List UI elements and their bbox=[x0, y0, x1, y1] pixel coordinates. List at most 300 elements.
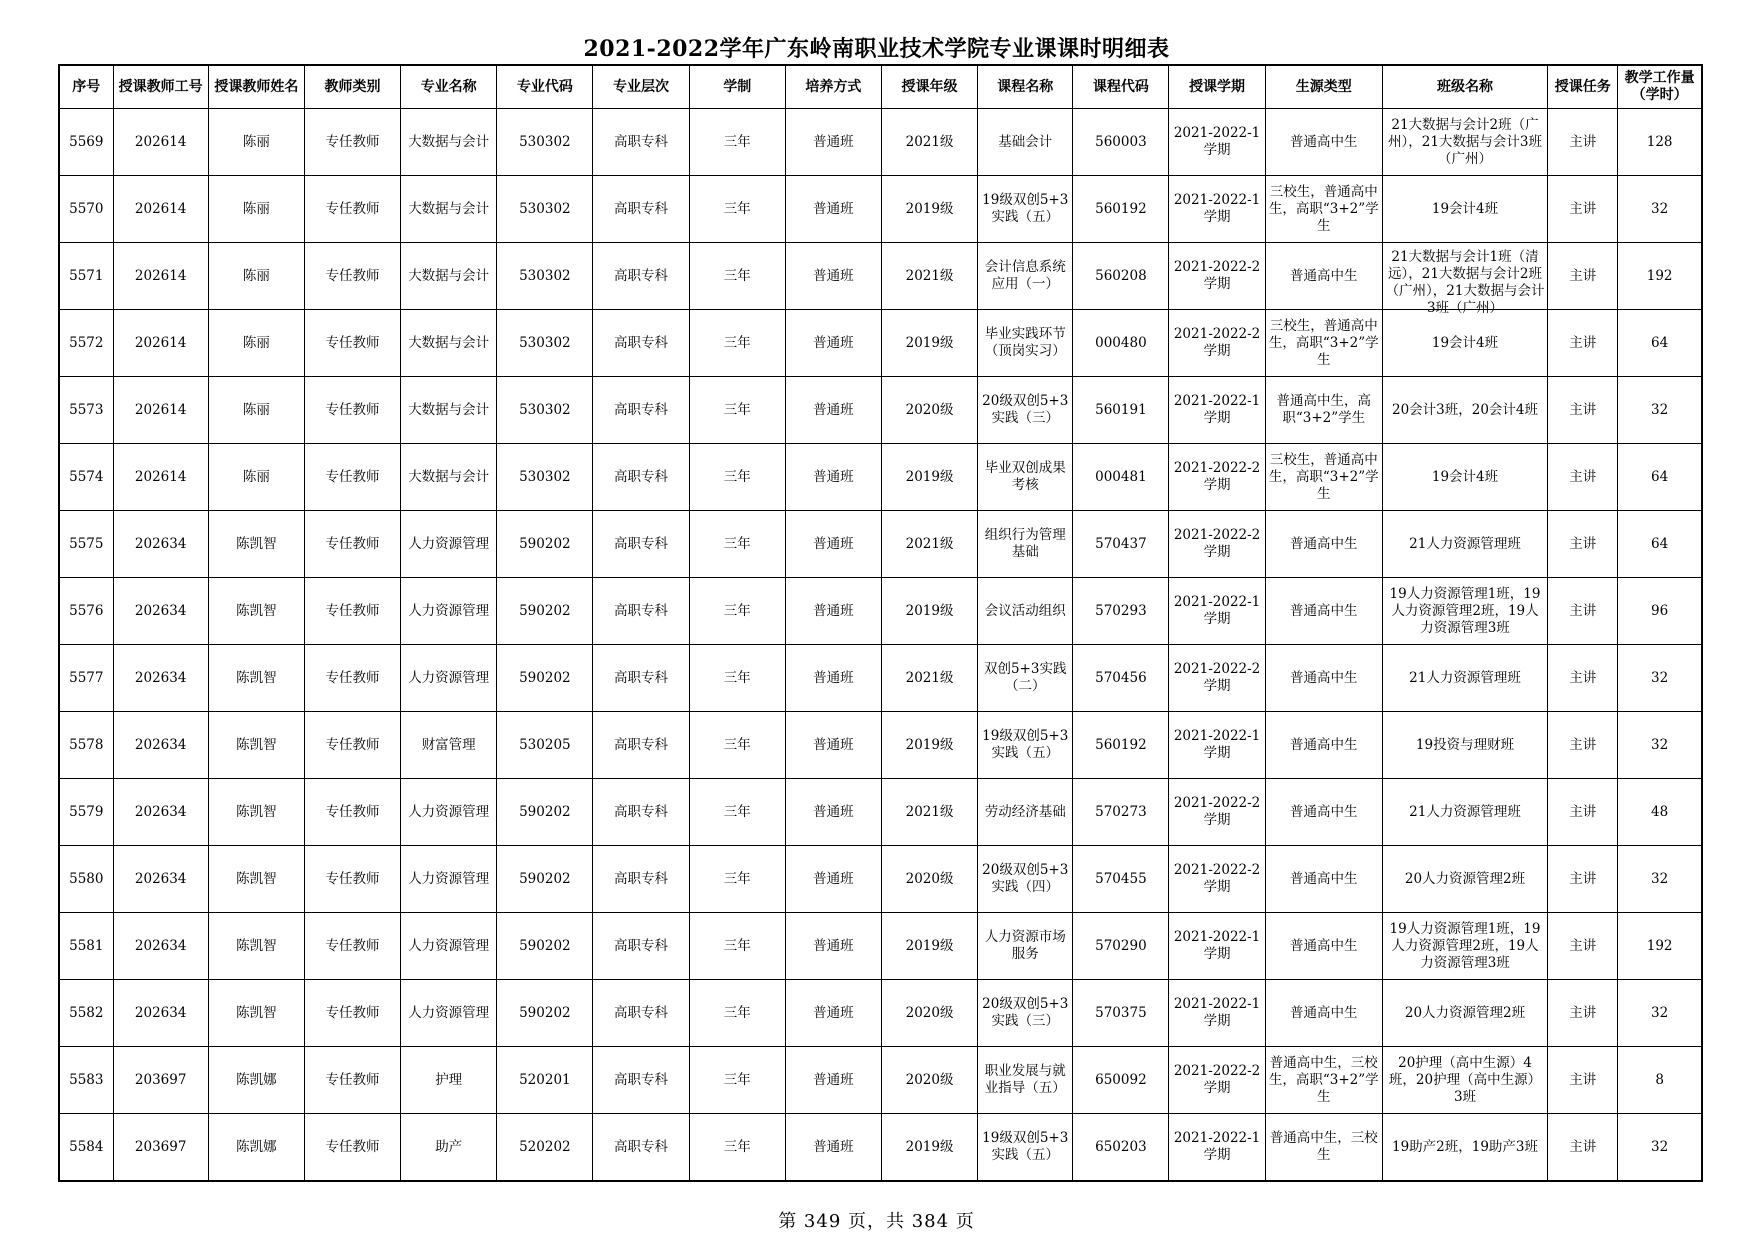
table-cell bbox=[208, 444, 304, 511]
cell-text: 570437 bbox=[1095, 535, 1147, 552]
cell-text: 人力资源管理 bbox=[408, 602, 490, 619]
table-cell bbox=[1265, 377, 1382, 444]
cell-text: 48 bbox=[1651, 803, 1669, 820]
cell-text: 202614 bbox=[134, 200, 187, 217]
table-cell bbox=[785, 980, 881, 1047]
cell-text: 普通班 bbox=[813, 937, 854, 954]
cell-text: 8 bbox=[1655, 1071, 1664, 1088]
cell-text: 32 bbox=[1651, 870, 1669, 887]
table-cell bbox=[59, 310, 113, 377]
cell-text: 202614 bbox=[134, 133, 187, 150]
cell-text: 570456 bbox=[1095, 669, 1147, 686]
cell-text: 主讲 bbox=[1569, 267, 1597, 284]
table-cell bbox=[1548, 578, 1618, 645]
cell-text: 高职专科 bbox=[614, 1004, 669, 1021]
cell-text: 三年 bbox=[723, 669, 751, 686]
cell-text: 三年 bbox=[723, 602, 751, 619]
cell-text: 570375 bbox=[1095, 1004, 1147, 1021]
cell-text: 护理 bbox=[435, 1071, 463, 1088]
cell-text: 大数据与会计 bbox=[408, 334, 490, 351]
table-cell bbox=[1073, 645, 1169, 712]
cell-text: 202634 bbox=[134, 870, 187, 887]
table-cell bbox=[1548, 779, 1618, 846]
cell-text: 202634 bbox=[134, 1004, 187, 1021]
column-header: 专业名称 bbox=[401, 65, 497, 109]
column-header: 教学工作量（学时） bbox=[1618, 65, 1702, 109]
table-cell bbox=[497, 779, 593, 846]
table-cell bbox=[1265, 645, 1382, 712]
table-cell bbox=[1548, 712, 1618, 779]
cell-text: 三年 bbox=[723, 803, 751, 820]
table-cell bbox=[304, 712, 400, 779]
cell-text: 202634 bbox=[134, 736, 187, 753]
cell-text: 大数据与会计 bbox=[408, 401, 490, 418]
cell-text: 96 bbox=[1651, 602, 1669, 619]
table-cell bbox=[1382, 310, 1547, 377]
table-cell bbox=[497, 109, 593, 176]
cell-text: 人力资源管理 bbox=[408, 937, 490, 954]
cell-text: 高职专科 bbox=[614, 803, 669, 820]
table-cell bbox=[304, 109, 400, 176]
table-cell bbox=[113, 310, 208, 377]
table-cell bbox=[59, 846, 113, 913]
cell-text: 2021-2022-1学期 bbox=[1173, 125, 1261, 158]
cell-text: 5578 bbox=[69, 736, 104, 753]
cell-text: 劳动经济基础 bbox=[984, 803, 1066, 820]
cell-text: 203697 bbox=[134, 1071, 187, 1088]
table-row bbox=[59, 444, 1702, 511]
table-cell bbox=[208, 913, 304, 980]
table-cell bbox=[208, 846, 304, 913]
table-cell bbox=[1073, 444, 1169, 511]
column-header: 授课年级 bbox=[881, 65, 977, 109]
cell-text: 2021-2022-2学期 bbox=[1173, 527, 1261, 560]
cell-text: 2021级 bbox=[905, 803, 954, 820]
cell-text: 530302 bbox=[519, 267, 571, 284]
cell-text: 主讲 bbox=[1569, 1138, 1597, 1155]
cell-text: 陈凯娜 bbox=[236, 1071, 277, 1088]
column-header: 课程代码 bbox=[1073, 65, 1169, 109]
table-cell bbox=[785, 1114, 881, 1182]
table-cell bbox=[1169, 109, 1265, 176]
course-hours-table bbox=[58, 64, 1703, 1182]
cell-text: 2021-2022-1学期 bbox=[1173, 1130, 1261, 1163]
table-cell bbox=[1548, 913, 1618, 980]
table-cell bbox=[881, 1114, 977, 1182]
table-cell bbox=[1382, 444, 1547, 511]
cell-text: 32 bbox=[1651, 200, 1669, 217]
cell-text: 主讲 bbox=[1569, 133, 1597, 150]
cell-text: 19级双创5+3实践（五） bbox=[982, 1130, 1069, 1163]
cell-text: 2021-2022-1学期 bbox=[1173, 996, 1261, 1029]
table-cell bbox=[113, 712, 208, 779]
table-cell bbox=[1382, 645, 1547, 712]
table-cell bbox=[113, 578, 208, 645]
cell-text: 202634 bbox=[134, 937, 187, 954]
cell-text: 21人力资源管理班 bbox=[1409, 535, 1521, 552]
cell-text: 人力资源市场服务 bbox=[984, 929, 1066, 962]
table-cell bbox=[113, 645, 208, 712]
cell-text: 570293 bbox=[1095, 602, 1147, 619]
table-cell bbox=[785, 846, 881, 913]
table-cell bbox=[785, 176, 881, 243]
table-cell bbox=[497, 1114, 593, 1182]
cell-text: 专任教师 bbox=[325, 468, 380, 485]
cell-text: 20护理（高中生源）4班，20护理（高中生源）3班 bbox=[1388, 1054, 1542, 1105]
cell-text: 19会计4班 bbox=[1431, 200, 1499, 217]
cell-text: 560191 bbox=[1095, 401, 1147, 418]
table-cell bbox=[689, 913, 785, 980]
table-cell bbox=[1618, 511, 1702, 578]
table-cell bbox=[1169, 243, 1265, 310]
cell-text: 2021-2022-1学期 bbox=[1173, 594, 1261, 627]
table-cell bbox=[401, 980, 497, 1047]
cell-text: 主讲 bbox=[1569, 200, 1597, 217]
cell-text: 大数据与会计 bbox=[408, 267, 490, 284]
cell-text: 5580 bbox=[69, 870, 104, 887]
table-cell bbox=[208, 176, 304, 243]
table-cell bbox=[1169, 712, 1265, 779]
cell-text: 高职专科 bbox=[614, 267, 669, 284]
cell-text: 三年 bbox=[723, 535, 751, 552]
table-cell bbox=[304, 645, 400, 712]
table-cell bbox=[1169, 645, 1265, 712]
table-cell bbox=[401, 176, 497, 243]
table-cell bbox=[1548, 645, 1618, 712]
cell-text: 普通班 bbox=[813, 334, 854, 351]
cell-text: 590202 bbox=[519, 602, 571, 619]
cell-text: 陈凯智 bbox=[236, 669, 277, 686]
table-cell bbox=[59, 779, 113, 846]
cell-text: 2021-2022-1学期 bbox=[1173, 728, 1261, 761]
cell-text: 2021-2022-1学期 bbox=[1173, 393, 1261, 426]
table-cell bbox=[978, 846, 1073, 913]
column-header: 序号 bbox=[59, 65, 113, 109]
cell-text: 19会计4班 bbox=[1431, 334, 1499, 351]
cell-text: 三年 bbox=[723, 736, 751, 753]
table-cell bbox=[1548, 846, 1618, 913]
table-cell bbox=[689, 377, 785, 444]
table-cell bbox=[593, 1114, 689, 1182]
cell-text: 000480 bbox=[1095, 334, 1147, 351]
table-cell bbox=[304, 1047, 400, 1114]
table-cell bbox=[401, 243, 497, 310]
table-cell bbox=[1073, 913, 1169, 980]
table-cell bbox=[978, 1047, 1073, 1114]
cell-text: 530302 bbox=[519, 468, 571, 485]
table-cell bbox=[1073, 1047, 1169, 1114]
table-cell bbox=[113, 1114, 208, 1182]
cell-text: 192 bbox=[1646, 267, 1673, 284]
table-cell bbox=[497, 377, 593, 444]
table-row bbox=[59, 578, 1702, 645]
cell-text: 高职专科 bbox=[614, 133, 669, 150]
cell-text: 双创5+3实践（二） bbox=[983, 661, 1067, 694]
table-cell bbox=[593, 980, 689, 1047]
cell-text: 20级双创5+3实践（三） bbox=[982, 996, 1069, 1029]
table-cell bbox=[497, 846, 593, 913]
table-cell bbox=[304, 913, 400, 980]
cell-text: 陈凯智 bbox=[236, 1004, 277, 1021]
table-cell bbox=[593, 243, 689, 310]
cell-text: 主讲 bbox=[1569, 803, 1597, 820]
table-cell bbox=[881, 176, 977, 243]
cell-text: 19人力资源管理1班，19人力资源管理2班，19人力资源管理3班 bbox=[1389, 920, 1541, 971]
cell-text: 普通高中生 bbox=[1290, 870, 1358, 887]
table-cell bbox=[1382, 712, 1547, 779]
table-row bbox=[59, 243, 1702, 310]
table-row bbox=[59, 377, 1702, 444]
cell-text: 560003 bbox=[1095, 133, 1147, 150]
cell-text: 普通班 bbox=[813, 1138, 854, 1155]
cell-text: 2021-2022-2学期 bbox=[1173, 326, 1261, 359]
table-cell bbox=[1382, 1114, 1547, 1182]
cell-text: 000481 bbox=[1095, 468, 1147, 485]
table-cell bbox=[1265, 1047, 1382, 1114]
cell-text: 人力资源管理 bbox=[408, 803, 490, 820]
table-cell bbox=[689, 712, 785, 779]
cell-text: 530302 bbox=[519, 334, 571, 351]
table-cell bbox=[304, 444, 400, 511]
table-cell bbox=[113, 913, 208, 980]
table-cell bbox=[593, 1047, 689, 1114]
cell-text: 5573 bbox=[69, 401, 104, 418]
cell-text: 19人力资源管理1班，19人力资源管理2班，19人力资源管理3班 bbox=[1389, 585, 1541, 636]
cell-text: 三校生，普通高中生，高职“3+2”学生 bbox=[1268, 183, 1379, 234]
column-header: 授课学期 bbox=[1169, 65, 1265, 109]
cell-text: 202634 bbox=[134, 535, 187, 552]
table-cell bbox=[689, 1114, 785, 1182]
cell-text: 64 bbox=[1651, 334, 1669, 351]
table-cell bbox=[59, 578, 113, 645]
table-cell bbox=[1382, 176, 1547, 243]
table-cell bbox=[1265, 511, 1382, 578]
table-cell bbox=[1618, 846, 1702, 913]
cell-text: 专任教师 bbox=[325, 803, 380, 820]
table-cell bbox=[59, 176, 113, 243]
cell-text: 570455 bbox=[1095, 870, 1147, 887]
cell-text: 2019级 bbox=[905, 602, 954, 619]
table-cell bbox=[785, 511, 881, 578]
cell-text: 560192 bbox=[1095, 200, 1147, 217]
table-cell bbox=[59, 645, 113, 712]
cell-text: 5569 bbox=[69, 133, 104, 150]
table-cell bbox=[304, 377, 400, 444]
cell-text: 陈丽 bbox=[242, 468, 270, 485]
cell-text: 590202 bbox=[519, 937, 571, 954]
cell-text: 三年 bbox=[723, 468, 751, 485]
cell-text: 520202 bbox=[519, 1138, 571, 1155]
table-cell bbox=[208, 578, 304, 645]
cell-text: 590202 bbox=[519, 870, 571, 887]
cell-text: 2021级 bbox=[905, 267, 954, 284]
table-row bbox=[59, 511, 1702, 578]
table-cell bbox=[1265, 913, 1382, 980]
table-cell bbox=[1618, 176, 1702, 243]
cell-text: 高职专科 bbox=[614, 401, 669, 418]
cell-text: 21大数据与会计1班（清远），21大数据与会计2班（广州），21大数据与会计3班（广州） bbox=[1385, 249, 1545, 316]
cell-text: 19级双创5+3实践（五） bbox=[982, 192, 1069, 225]
table-cell bbox=[881, 511, 977, 578]
cell-text: 高职专科 bbox=[614, 1071, 669, 1088]
cell-text: 5576 bbox=[69, 602, 104, 619]
cell-text: 主讲 bbox=[1569, 602, 1597, 619]
cell-text: 职业发展与就业指导（五） bbox=[984, 1063, 1066, 1096]
cell-text: 普通班 bbox=[813, 535, 854, 552]
cell-text: 三年 bbox=[723, 1071, 751, 1088]
cell-text: 专任教师 bbox=[325, 937, 380, 954]
cell-text: 5570 bbox=[69, 200, 104, 217]
table-cell bbox=[1169, 511, 1265, 578]
table-cell bbox=[304, 846, 400, 913]
table-cell bbox=[785, 310, 881, 377]
cell-text: 2020级 bbox=[905, 401, 954, 418]
cell-text: 2020级 bbox=[905, 870, 954, 887]
cell-text: 2019级 bbox=[905, 937, 954, 954]
cell-text: 三校生，普通高中生，高职“3+2”学生 bbox=[1268, 317, 1379, 368]
table-cell bbox=[593, 310, 689, 377]
page-title: 2021-2022学年广东岭南职业技术学院专业课课时明细表 bbox=[583, 36, 1170, 62]
cell-text: 2021-2022-2学期 bbox=[1173, 460, 1261, 493]
cell-text: 普通高中生 bbox=[1290, 669, 1358, 686]
cell-text: 三年 bbox=[723, 401, 751, 418]
table-cell bbox=[593, 176, 689, 243]
table-cell bbox=[1073, 511, 1169, 578]
cell-text: 530302 bbox=[519, 133, 571, 150]
table-cell bbox=[1618, 310, 1702, 377]
cell-text: 专任教师 bbox=[325, 267, 380, 284]
cell-text: 普通高中生 bbox=[1290, 937, 1358, 954]
table-cell bbox=[881, 712, 977, 779]
cell-text: 人力资源管理 bbox=[408, 870, 490, 887]
table-cell bbox=[593, 846, 689, 913]
cell-text: 32 bbox=[1651, 669, 1669, 686]
cell-text: 普通班 bbox=[813, 1004, 854, 1021]
cell-text: 三年 bbox=[723, 334, 751, 351]
table-cell bbox=[881, 1047, 977, 1114]
column-header: 授课教师姓名 bbox=[208, 65, 304, 109]
cell-text: 5577 bbox=[69, 669, 104, 686]
table-cell bbox=[689, 846, 785, 913]
cell-text: 530302 bbox=[519, 200, 571, 217]
cell-text: 专任教师 bbox=[325, 602, 380, 619]
table-cell bbox=[881, 980, 977, 1047]
table-cell bbox=[497, 980, 593, 1047]
cell-text: 2021-2022-2学期 bbox=[1173, 661, 1261, 694]
cell-text: 主讲 bbox=[1569, 937, 1597, 954]
table-cell bbox=[113, 444, 208, 511]
table-cell bbox=[401, 578, 497, 645]
cell-text: 202614 bbox=[134, 468, 187, 485]
cell-text: 2021-2022-2学期 bbox=[1173, 259, 1261, 292]
cell-text: 普通班 bbox=[813, 870, 854, 887]
cell-text: 陈丽 bbox=[242, 401, 270, 418]
table-cell bbox=[59, 243, 113, 310]
cell-text: 202614 bbox=[134, 334, 187, 351]
cell-text: 普通班 bbox=[813, 602, 854, 619]
table-cell bbox=[1265, 846, 1382, 913]
table-cell bbox=[1265, 1114, 1382, 1182]
table-cell bbox=[689, 779, 785, 846]
cell-text: 专任教师 bbox=[325, 1004, 380, 1021]
cell-text: 20会计3班，20会计4班 bbox=[1391, 401, 1539, 418]
table-cell bbox=[113, 511, 208, 578]
cell-text: 普通班 bbox=[813, 669, 854, 686]
table-cell bbox=[1169, 779, 1265, 846]
column-header: 学制 bbox=[689, 65, 785, 109]
table-row bbox=[59, 846, 1702, 913]
cell-text: 520201 bbox=[519, 1071, 571, 1088]
table-cell bbox=[208, 712, 304, 779]
cell-text: 主讲 bbox=[1569, 870, 1597, 887]
table-cell bbox=[881, 779, 977, 846]
cell-text: 三年 bbox=[723, 133, 751, 150]
cell-text: 主讲 bbox=[1569, 1071, 1597, 1088]
table-cell bbox=[1265, 779, 1382, 846]
table-cell bbox=[881, 645, 977, 712]
table-cell bbox=[59, 377, 113, 444]
table-cell bbox=[1548, 243, 1618, 310]
cell-text: 590202 bbox=[519, 803, 571, 820]
table-cell bbox=[59, 109, 113, 176]
cell-text: 主讲 bbox=[1569, 669, 1597, 686]
cell-text: 陈丽 bbox=[242, 200, 270, 217]
column-header: 生源类型 bbox=[1265, 65, 1382, 109]
cell-text: 大数据与会计 bbox=[408, 468, 490, 485]
cell-text: 5572 bbox=[69, 334, 104, 351]
table-cell bbox=[689, 310, 785, 377]
table-cell bbox=[593, 645, 689, 712]
table-cell bbox=[304, 1114, 400, 1182]
table-cell bbox=[978, 444, 1073, 511]
table-cell bbox=[785, 712, 881, 779]
table-cell bbox=[401, 310, 497, 377]
table-cell bbox=[785, 243, 881, 310]
table-cell bbox=[1382, 846, 1547, 913]
table-cell bbox=[113, 176, 208, 243]
cell-text: 高职专科 bbox=[614, 669, 669, 686]
column-header: 专业代码 bbox=[497, 65, 593, 109]
cell-text: 普通高中生 bbox=[1290, 267, 1358, 284]
cell-text: 普通高中生，三校生，高职“3+2”学生 bbox=[1268, 1054, 1379, 1105]
table-cell bbox=[1169, 1114, 1265, 1182]
cell-text: 普通高中生，高职“3+2”学生 bbox=[1276, 393, 1371, 426]
cell-text: 2021-2022-2学期 bbox=[1173, 862, 1261, 895]
cell-text: 21大数据与会计2班（广州），21大数据与会计3班（广州） bbox=[1387, 116, 1543, 167]
cell-text: 590202 bbox=[519, 669, 571, 686]
table-cell bbox=[208, 645, 304, 712]
cell-text: 19级双创5+3实践（五） bbox=[982, 728, 1069, 761]
table-cell bbox=[497, 444, 593, 511]
cell-text: 主讲 bbox=[1569, 1004, 1597, 1021]
cell-text: 三年 bbox=[723, 1004, 751, 1021]
cell-text: 530302 bbox=[519, 401, 571, 418]
cell-text: 普通高中生 bbox=[1290, 803, 1358, 820]
cell-text: 普通高中生 bbox=[1290, 1004, 1358, 1021]
cell-text: 大数据与会计 bbox=[408, 133, 490, 150]
cell-text: 202634 bbox=[134, 803, 187, 820]
cell-text: 普通班 bbox=[813, 133, 854, 150]
table-cell bbox=[978, 377, 1073, 444]
table-cell bbox=[1382, 578, 1547, 645]
cell-text: 2021-2022-1学期 bbox=[1173, 929, 1261, 962]
table-row bbox=[59, 980, 1702, 1047]
table-cell bbox=[1382, 980, 1547, 1047]
cell-text: 64 bbox=[1651, 468, 1669, 485]
table-cell bbox=[978, 913, 1073, 980]
cell-text: 21人力资源管理班 bbox=[1409, 803, 1521, 820]
table-cell bbox=[113, 1047, 208, 1114]
